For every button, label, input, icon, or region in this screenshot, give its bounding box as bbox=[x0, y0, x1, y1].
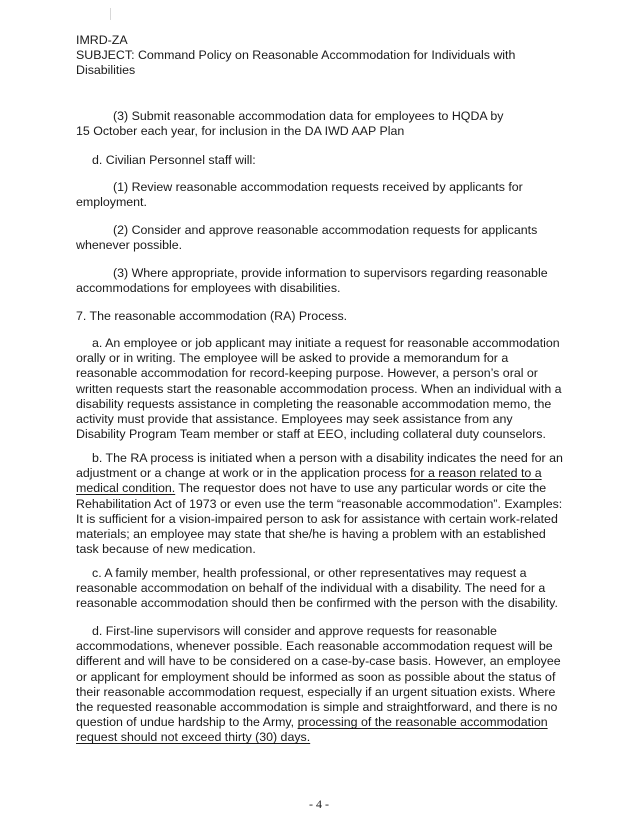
underlined-text: for a reason related to a bbox=[410, 466, 542, 481]
underlined-text: medical condition. bbox=[76, 481, 176, 496]
underlined-text: processing of the reasonable accommodation bbox=[297, 715, 548, 730]
paragraph-7c: c. A family member, health professional, or other representatives may request a reasonable accommodation on behalf of the individual with a disability. The need for a reasonable accommodation should then be confirmed with the person with the disability. bbox=[76, 566, 558, 611]
subject-line: SUBJECT: Command Policy on Reasonable Accommodation for Individuals with bbox=[76, 48, 516, 63]
subject-line: Disabilities bbox=[76, 63, 136, 78]
paragraph-6c3: (3) Submit reasonable accommodation data for employees to HQDA by 15 October each year, for inclusion in the DA IWD AAP Plan bbox=[76, 109, 504, 139]
paragraph-7b: b. The RA process is initiated when a person with a disability indicates the need for an adjustment or a change at work or in the application process for a reason related to a medical condition. The requestor does not have to use any particular words or cite the Rehabilitation Act of 1973 or even use the term “reasonable accommodation”. Examples: It is sufficient for a vision-impaired person to ask for assistance with certain work-related materials; an employee may state that she/he is having a problem with an established task because of new medication. bbox=[76, 451, 563, 557]
paragraph-6d2: (2) Consider and approve reasonable accommodation requests for applicants whenever possible. bbox=[76, 223, 538, 253]
memo-header bbox=[76, 33, 576, 79]
paragraph-7a: a. An employee or job applicant may initiate a request for reasonable accommodation orally or in writing. The employee will be asked to provide a memorandum for a reasonable accommodation for record-keeping purpose. However, a person’s oral or written requests start the reasonable accommodation process. When an individual with a disability requests assistance in completing the reasonable accommodation memo, the activity must provide that assistance. Employees may seek assistance from any Disability Program Team member or staff at EEO, including collateral duty counselors. bbox=[76, 336, 562, 442]
office-symbol: IMRD-ZA bbox=[76, 33, 128, 47]
section-7-heading: 7. The reasonable accommodation (RA) Process. bbox=[76, 309, 348, 323]
page-number: - 4 - bbox=[309, 797, 329, 811]
underlined-text: request should not exceed thirty (30) days. bbox=[76, 730, 311, 745]
paragraph-6d3: (3) Where appropriate, provide information to supervisors regarding reasonable accommodations for employees with disabilities. bbox=[76, 266, 548, 296]
paragraph-6d1: (1) Review reasonable accommodation requests received by applicants for employment. bbox=[76, 180, 523, 210]
paragraph-7d: d. First-line supervisors will consider and approve requests for reasonable accommodations, whenever possible. Each reasonable accommodation request will be different and will have to be considered on a case-by-case basis. However, an employee or applicant for employment should be informed as soon as possible about the status of their reasonable accommodation request, especially if an urgent situation exists. Where the requested reasonable accommodation is simple and straightforward, and there is no question of undue hardship to the Army, processing of the reasonable accommodation request should not exceed thirty (30) days. bbox=[76, 624, 561, 745]
paragraph-6d-heading: d. Civilian Personnel staff will: bbox=[92, 153, 256, 167]
scan-mark bbox=[110, 8, 111, 20]
